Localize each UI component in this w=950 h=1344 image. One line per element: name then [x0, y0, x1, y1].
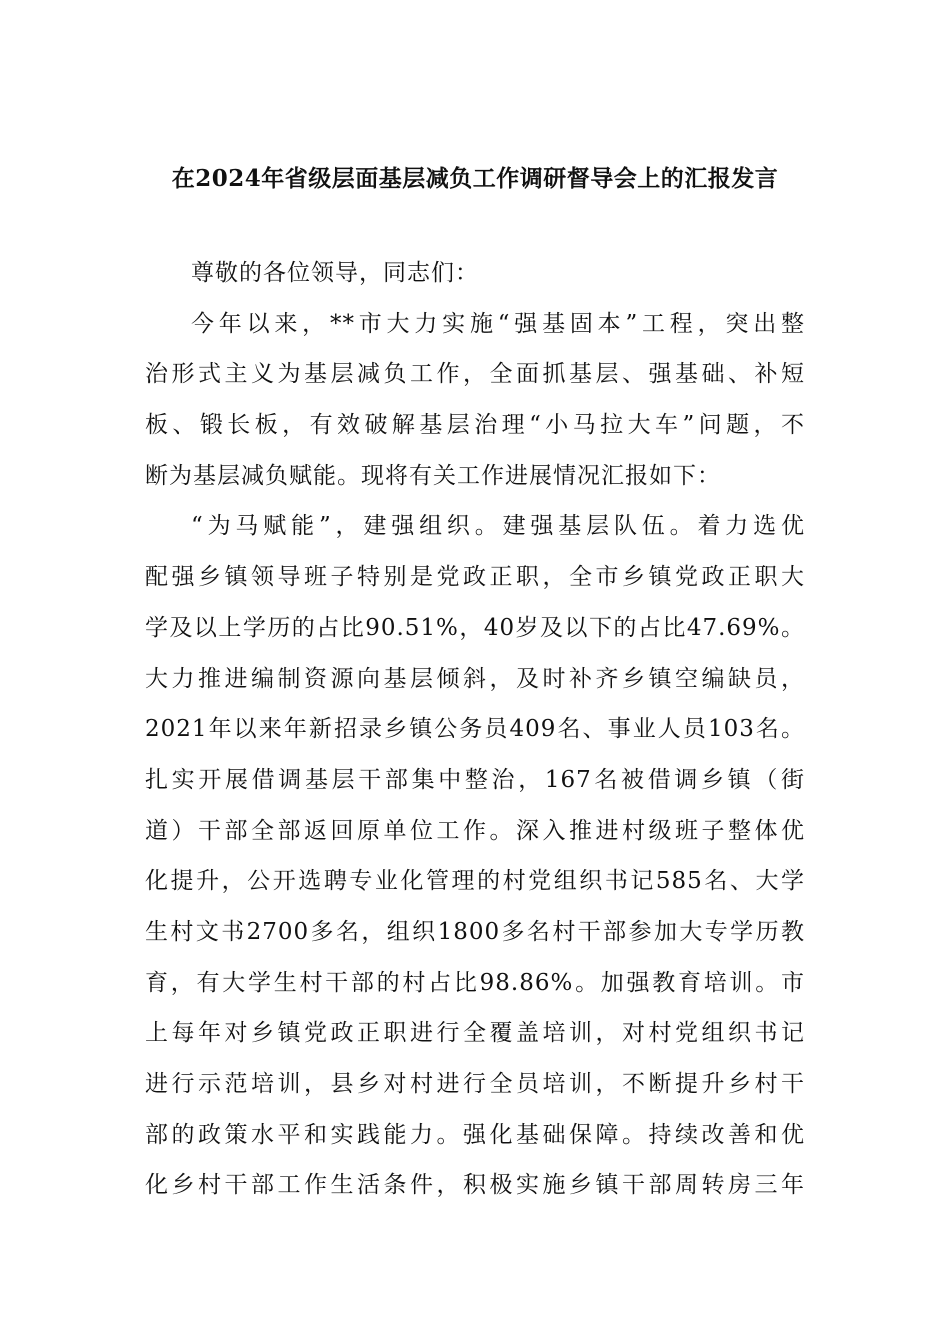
paragraph-line: 板、锻长板，有效破解基层治理“小马拉大车”问题，不	[145, 412, 805, 439]
paragraph-line: 大力推进编制资源向基层倾斜，及时补齐乡镇空编缺员，	[145, 665, 805, 692]
paragraph-line: 治形式主义为基层减负工作，全面抓基层、强基础、补短	[145, 361, 805, 388]
paragraph-line: 扎实开展借调基层干部集中整治，167名被借调乡镇（街	[145, 766, 805, 793]
paragraph-line: 道）干部全部返回原单位工作。深入推进村级班子整体优	[145, 817, 805, 844]
paragraph-line: 育，有大学生村干部的村占比98.86%。加强教育培训。市	[145, 969, 805, 996]
paragraph-line: 配强乡镇领导班子特别是党政正职，全市乡镇党政正职大	[145, 564, 805, 591]
paragraph-line: 生村文书2700多名，组织1800多名村干部参加大专学历教	[145, 918, 805, 945]
paragraph-line: 部的政策水平和实践能力。强化基础保障。持续改善和优	[145, 1121, 805, 1148]
document-title: 在2024年省级层面基层减负工作调研督导会上的汇报发言	[171, 165, 779, 192]
paragraph-line: 学及以上学历的占比90.51%，40岁及以下的占比47.69%。	[145, 614, 805, 641]
paragraph-line: 进行示范培训，县乡对村进行全员培训，不断提升乡村干	[145, 1071, 805, 1097]
paragraph-line: 化提升，公开选聘专业化管理的村党组织书记585名、大学	[145, 868, 805, 895]
paragraph-line: 化乡村干部工作生活条件，积极实施乡镇干部周转房三年	[145, 1172, 805, 1199]
paragraph-line: 今年以来，**市大力实施“强基固本”工程，突出整	[191, 310, 805, 337]
paragraph-line: “为马赋能”，建强组织。建强基层队伍。着力选优	[191, 513, 805, 540]
document-body	[145, 253, 805, 1216]
paragraph-line: 2021年以来年新招录乡镇公务员409名、事业人员103名。	[145, 716, 805, 743]
salutation-line: 尊敬的各位领导，同志们：	[191, 260, 479, 286]
paragraph-line: 上每年对乡镇党政正职进行全覆盖培训，对村党组织书记	[145, 1020, 805, 1047]
paragraph-line: 断为基层减负赋能。现将有关工作进展情况汇报如下：	[145, 462, 721, 489]
